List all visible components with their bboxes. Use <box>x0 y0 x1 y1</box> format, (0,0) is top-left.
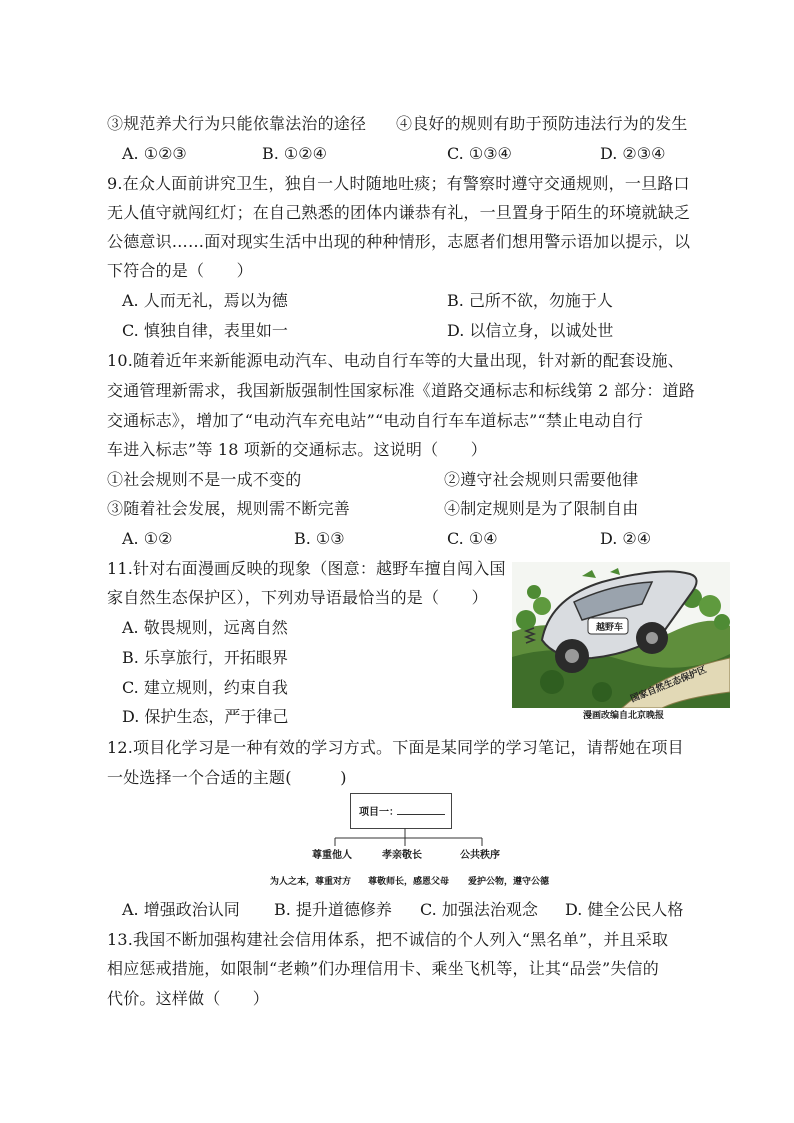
car-label: 越野车 <box>596 623 624 633</box>
question-10-line: 10.随着近年来新能源电动汽车、电动自行车等的大量出现，针对新的配套设施、 <box>107 351 684 370</box>
option-a: A. ①②③ <box>122 144 187 163</box>
project-tree-diagram <box>270 790 570 890</box>
option-b: B. 提升道德修养 <box>274 900 392 919</box>
statement-3: ③规范养犬行为只能依靠法治的途径 <box>107 114 367 133</box>
question-13-line: 代价。这样做（ ） <box>107 989 270 1008</box>
statement-4: ④良好的规则有助于预防违法行为的发生 <box>396 114 688 133</box>
question-11-line: 11.针对右面漫画反映的现象（图意：越野车擅自闯入国 <box>107 559 506 578</box>
option-a: A. 敬畏规则，远离自然 <box>122 618 288 637</box>
question-9-line: 公德意识……面对现实生活中出现的种种情形，志愿者们想用警示语加以提示，以 <box>107 232 691 251</box>
tree-icon <box>699 595 721 617</box>
question-9-line: 下符合的是（ ） <box>107 261 253 280</box>
statement-4: ④制定规则是为了限制自由 <box>444 499 639 518</box>
option-a: A. ①② <box>122 529 173 548</box>
wheel-hub-icon <box>565 649 579 663</box>
tree-icon <box>516 610 536 630</box>
question-10-line: 车进入标志”等 18 项新的交通标志。这说明（ ） <box>107 440 487 459</box>
tree-sub-filial: 尊敬师长，感恩父母 <box>368 877 450 887</box>
tree-icon <box>533 597 551 615</box>
question-13-line: 13.我国不断加强构建社会信用体系，把不诚信的个人列入“黑名单”，并且采取 <box>107 930 669 949</box>
option-d: D. ②③④ <box>600 144 666 163</box>
reserve-label: 国家自然生态保护区 <box>629 665 709 705</box>
tree-node-public-order: 公共秩序 <box>460 850 500 861</box>
option-c: C. ①④ <box>447 529 498 548</box>
option-c: C. 慎独自律，表里如一 <box>122 321 288 340</box>
question-12-line: 一处选择一个合适的主题( ) <box>107 768 347 787</box>
option-b: B. ①③ <box>294 529 345 548</box>
option-c: C. 建立规则，约束自我 <box>122 678 288 697</box>
question-10-line: 交通标志》，增加了“电动汽车充电站”“电动自行车车道标志”“禁止电动自行 <box>107 411 644 430</box>
tree-icon <box>592 682 612 702</box>
option-c: C. 加强法治观念 <box>420 900 538 919</box>
tree-node-filial: 孝亲敬长 <box>382 850 422 861</box>
question-13-line: 相应惩戒措施，如限制“老赖”们办理信用卡、乘坐飞机等，让其“品尝”失信的 <box>107 959 659 978</box>
option-d: D. 保护生态，严于律己 <box>122 707 289 726</box>
option-b: B. 乐享旅行，开拓眼界 <box>122 648 288 667</box>
cartoon-caption: 漫画改编自北京晚报 <box>583 711 665 721</box>
statement-3: ③随着社会发展，规则需不断完善 <box>107 499 351 518</box>
tree-icon <box>540 670 564 694</box>
statement-1: ①社会规则不是一成不变的 <box>107 470 302 489</box>
tree-icon <box>714 614 730 630</box>
cartoon-illustration <box>512 562 730 708</box>
wheel-hub-icon <box>646 632 658 644</box>
question-9-line: 9.在众人面前讲究卫生，独自一人时随地吐痰；有警察时遵守交通规则，一旦路口 <box>107 174 690 193</box>
question-12-line: 12.项目化学习是一种有效的学习方式。下面是某同学的学习笔记，请帮她在项目 <box>107 738 684 757</box>
option-b: B. ①②④ <box>262 144 327 163</box>
tree-sub-respect: 为人之本，尊重对方 <box>270 877 352 887</box>
option-a: A. 增强政治认同 <box>122 900 240 919</box>
tree-icon <box>527 585 541 599</box>
question-10-line: 交通管理新需求，我国新版强制性国家标准《道路交通标志和标线第 2 部分：道路 <box>107 381 695 400</box>
option-d: D. 以信立身，以诚处世 <box>447 321 614 340</box>
option-d: D. ②④ <box>600 529 652 548</box>
option-a: A. 人而无礼，焉以为德 <box>122 291 288 310</box>
question-9-line: 无人值守就闯红灯；在自己熟悉的团体内谦恭有礼，一旦置身于陌生的环境就缺乏 <box>107 203 691 222</box>
option-d: D. 健全公民人格 <box>565 900 684 919</box>
option-c: C. ①③④ <box>447 144 512 163</box>
tree-root-label: 项目一： <box>359 807 399 818</box>
question-11-line: 家自然生态保护区），下列劝导语最恰当的是（ ） <box>107 588 488 607</box>
statement-2: ②遵守社会规则只需要他律 <box>444 470 639 489</box>
option-b: B. 己所不欲，勿施于人 <box>447 291 613 310</box>
tree-connectors <box>270 790 570 850</box>
tree-sub-public-order: 爱护公物，遵守公德 <box>468 877 550 887</box>
tree-node-respect: 尊重他人 <box>312 850 352 861</box>
